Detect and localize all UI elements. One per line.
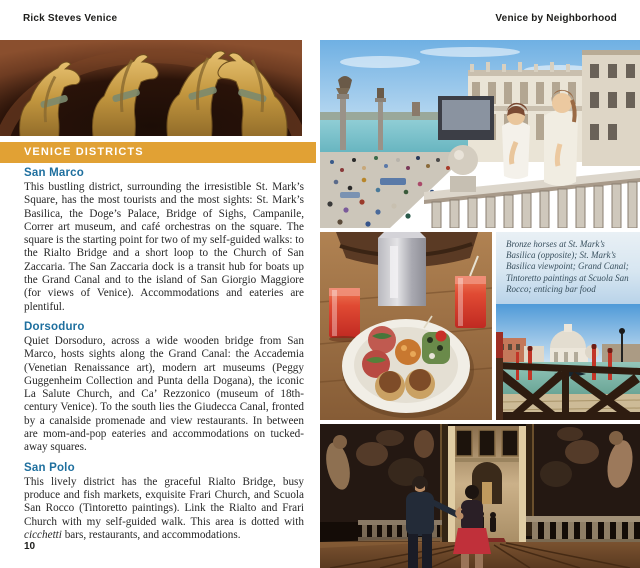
san-polo-text-after: bars, restaurants, and accommodations. <box>61 528 241 541</box>
photo-caption-text: Bronze horses at St. Mark’s Basilica (opposite); St. Mark’s Basilica viewpoint; Grand Canal; Tintoretto paintings at Scuola San Rocco; enticing bar food <box>506 239 629 294</box>
section-body-dorsoduro: Quiet Dorsoduro, across a wide wooden bridge from San Marco, hosts sights along the Grand Canal: the Accademia (Venetian Renaissance art), modern art museums (Peggy Guggenheim Collection and Punta della Dogana), the iconic La Salute Church, and Ca’ Rezzonico (museum of 18th-century Venice). To the south lies the Giudecca Canal, fronted by a canalside promenade and view restaurants. In between are mom-and-pop eateries and accommodations on tucked-away squares. <box>24 334 304 454</box>
section-heading-dorsoduro: Dorsoduro <box>24 320 85 333</box>
bronze-horses-photo <box>0 40 302 136</box>
section-heading-san-polo: San Polo <box>24 461 75 474</box>
section-heading-san-marco: San Marco <box>24 167 84 179</box>
section-body-san-marco: This bustling district, surrounding the irresistible St. Mark’s Square, has the most tourists and the most sights: St. Mark’s Basilica, the Doge’s Palace, Bridge of Sighs, Campanile, Correr art museum, and café orchestras on the square. The square is the starting point for two of my self-guided walks: to the Rialto Bridge and a short loop to the Church of San Zaccaria. The San Zaccaria dock is a transit hub for boats up the Grand Canal and to the island of San Giorgio Maggiore (for views of Venice). Accommodations and eateries are plentiful. <box>24 181 304 313</box>
san-polo-text-before: This lively district has the graceful Rialto Bridge, busy produce and fish markets, exquisite Frari Church, and Scuola San Rocco (Tintoretto paintings). Link the Rialto and Frari Church with my self-guided walk. This area is dotted with <box>24 475 304 528</box>
bar-food-photo <box>320 232 492 420</box>
st-marks-viewpoint-photo <box>320 40 640 228</box>
section-body-san-polo <box>24 476 304 542</box>
scuola-san-rocco-photo <box>320 424 640 568</box>
photo-caption-box <box>496 232 640 304</box>
running-head-left: Rick Steves Venice <box>23 13 118 24</box>
grand-canal-photo <box>496 304 640 420</box>
venice-districts-banner: VENICE DISTRICTS <box>0 142 316 163</box>
running-head-right: Venice by Neighborhood <box>495 13 617 24</box>
districts-text-column <box>24 167 304 542</box>
san-polo-italic-term: cicchetti <box>24 528 62 541</box>
page-number: 10 <box>24 541 36 552</box>
